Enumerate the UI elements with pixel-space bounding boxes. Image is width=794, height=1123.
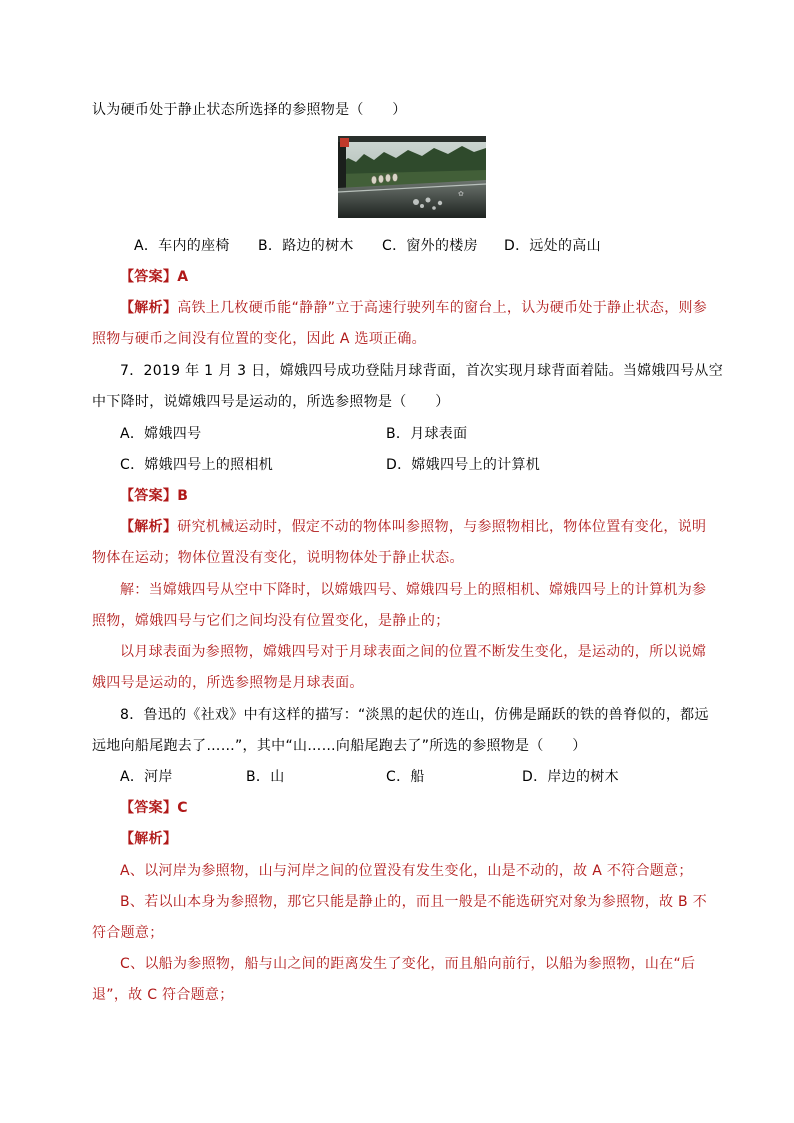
q6-analysis-tag: 【解析】 [120, 300, 178, 316]
q6-analysis-line-2: 照物与硬币之间没有位置的变化，因此 A 选项正确。 [92, 331, 426, 347]
logo-badge [340, 138, 349, 147]
q7-solution-line-4: 娥四号是运动的，所选参照物是月球表面。 [92, 675, 364, 691]
photo-illustration [338, 136, 486, 218]
q6-answer-value: A [177, 269, 189, 285]
q8-option-b: B．山 [246, 769, 285, 785]
q8-option-c: C．船 [386, 769, 425, 785]
q8-analysis-line-2: B、若以山本身为参照物，那它只能是静止的，而且一般是不能选研究对象为参照物，故 B 不 [120, 894, 708, 910]
q7-solution-line-2: 照物，嫦娥四号与它们之间均没有位置变化，是静止的； [92, 613, 450, 629]
q8-analysis-line-3: 符合题意； [92, 925, 164, 941]
q8-analysis-line-4: C、以船为参照物，船与山之间的距离发生了变化，而且船向前行，以船为参照物，山在“后 [120, 956, 696, 972]
q6-options [134, 236, 601, 256]
q8-answer-value: C [177, 800, 188, 816]
q7-analysis-line-1: 【解析】研究机械运动时，假定不动的物体叫参照物，与参照物相比，物体位置有变化，说明 [120, 519, 707, 535]
q8-analysis-line-1: A、以河岸为参照物，山与河岸之间的位置没有发生变化，山是不动的，故 A 不符合题意； [120, 863, 693, 879]
q6-answer-tag: 【答案】 [120, 269, 178, 285]
q6-option-a: A．车内的座椅 [134, 238, 230, 254]
svg-text:✿: ✿ [458, 190, 464, 198]
q8-analysis-tag: 【解析】 [120, 831, 178, 847]
q7-analysis-line-2: 物体在运动；物体位置没有变化，说明物体处于静止状态。 [92, 550, 464, 566]
q6-answer [120, 267, 188, 287]
q7-answer [120, 486, 188, 506]
q7-option-b: B．月球表面 [386, 426, 468, 442]
q8-analysis-line-5: 退”，故 C 符合题意； [92, 987, 234, 1003]
q7-option-d: D．嫦娥四号上的计算机 [386, 457, 541, 473]
q6-option-c: C．窗外的楼房 [382, 238, 478, 254]
q8-option-a: A．河岸 [120, 769, 173, 785]
q7-analysis-tag: 【解析】 [120, 519, 178, 535]
q7-answer-value: B [177, 488, 189, 504]
q7-stem-line-1: 7．2019 年 1 月 3 日，嫦娥四号成功登陆月球背面，首次实现月球背面着陆。当嫦娥四号从空 [120, 363, 723, 379]
q7-stem-line-2: 中下降时，说嫦娥四号是运动的，所选参照物是（ ） [92, 394, 450, 410]
q6-stem: 认为硬币处于静止状态所选择的参照物是（ ） [92, 102, 407, 118]
q7-option-c: C．嫦娥四号上的照相机 [120, 457, 274, 473]
q8-stem-line-2: 远地向船尾跑去了……”，其中“山……向船尾跑去了”所选的参照物是（ ） [92, 738, 587, 754]
q8-option-d: D．岸边的树木 [522, 769, 619, 785]
q6-option-d: D．远处的高山 [504, 238, 601, 254]
q6-analysis-line-1: 【解析】高铁上几枚硬币能“静静”立于高速行驶列车的窗台上，认为硬币处于静止状态，则参 [120, 300, 708, 316]
q8-answer-tag: 【答案】 [120, 800, 178, 816]
q7-solution-line-1: 解：当嫦娥四号从空中下降时，以嫦娥四号、嫦娥四号上的照相机、嫦娥四号上的计算机为参 [120, 582, 707, 598]
q7-answer-tag: 【答案】 [120, 488, 178, 504]
q8-options [120, 767, 619, 787]
q7-option-a: A．嫦娥四号 [120, 426, 202, 442]
q7-solution-line-3: 以月球表面为参照物，嫦娥四号对于月球表面之间的位置不断发生变化，是运动的，所以说嫦 [120, 644, 707, 660]
train-window-coins-photo [338, 136, 486, 218]
q6-option-b: B．路边的树木 [258, 238, 354, 254]
q8-answer [120, 798, 188, 818]
q8-stem-line-1: 8．鲁迅的《社戏》中有这样的描写：“淡黑的起伏的连山，仿佛是踊跃的铁的兽脊似的，都远 [120, 707, 709, 723]
